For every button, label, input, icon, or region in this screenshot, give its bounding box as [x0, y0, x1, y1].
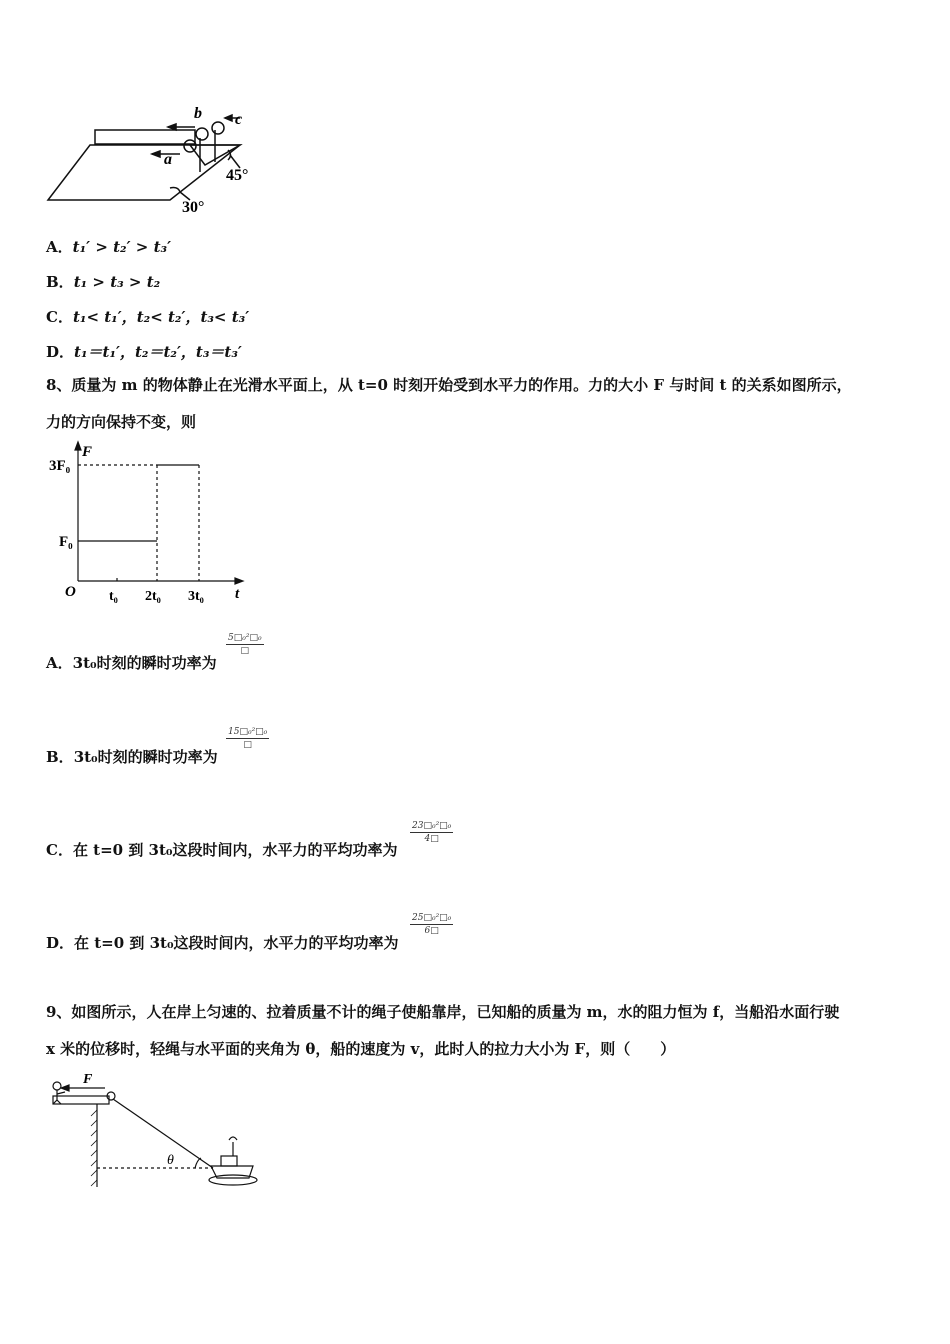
shore-platform: [53, 1096, 109, 1104]
q7-option-b[interactable]: B．t₁ > t₃ > t₂: [46, 273, 161, 291]
q9-stem-line1: 9、如图所示，人在岸上匀速的、拉着质量不计的绳子使船靠岸，已知船的质量为 m，水的阻力恒为 f，当船沿水面行驶: [46, 1003, 840, 1021]
boat-figure: [45, 1070, 275, 1192]
tick-3t0: 3t₀: [188, 589, 204, 604]
q8-option-a[interactable]: A．3t₀时刻的瞬时功率为: [46, 654, 217, 672]
q7-option-a[interactable]: A．t₁′ > t₂′ > t₃′: [46, 238, 172, 256]
tick-2t0: 2t₀: [145, 589, 161, 604]
tick-3f0: 3F₀: [49, 458, 71, 474]
tick-t0: t₀: [109, 589, 118, 604]
y-axis-label: F: [82, 444, 93, 460]
angle-45: 45°: [226, 167, 249, 184]
q8-option-b[interactable]: B．3t₀时刻的瞬时功率为: [46, 748, 218, 766]
q9-stem-line2: x 米的位移时，轻绳与水平面的夹角为 θ，船的速度为 v，此时人的拉力大小为 F，则（ ）: [46, 1040, 676, 1058]
force-time-graph: [45, 438, 255, 610]
q8-option-b-fraction: 15□₀²□₀ □: [228, 727, 268, 750]
person-head: [53, 1082, 61, 1090]
q8-stem-line2: 力的方向保持不变，则: [46, 413, 197, 431]
x-axis-label: t: [235, 586, 240, 602]
q8-option-d[interactable]: D．在 t=0 到 3t₀这段时间内，水平力的平均功率为: [46, 934, 399, 952]
q8-option-d-fraction: 25□₀²□₀ 6□: [412, 913, 452, 936]
label-b: b: [194, 105, 202, 122]
q7-option-d[interactable]: D．t₁＝t₁′，t₂＝t₂′，t₃＝t₃′: [46, 343, 242, 361]
top-shelf: [95, 130, 195, 144]
tick-f0: F₀: [59, 534, 73, 550]
label-a: a: [164, 151, 172, 168]
angle-label: θ: [167, 1153, 174, 1168]
rope: [113, 1099, 213, 1168]
q7-option-c[interactable]: C．t₁< t₁′，t₂< t₂′，t₃< t₃′: [46, 308, 250, 326]
force-label: F: [83, 1072, 93, 1087]
incline-figure: [40, 100, 280, 220]
origin-label: O: [65, 584, 76, 600]
angle-30: 30°: [182, 199, 205, 216]
label-c: c: [235, 111, 243, 128]
q8-stem-line1: 8、质量为 m 的物体静止在光滑水平面上，从 t=0 时刻开始受到水平力的作用。力的大小 F 与时间 t 的关系如图所示，: [46, 376, 852, 394]
block-body: [48, 145, 240, 200]
ball-c: [212, 122, 224, 134]
q8-option-c-fraction: 23□₀²□₀ 4□: [412, 821, 452, 844]
q8-option-c[interactable]: C．在 t=0 到 3t₀这段时间内，水平力的平均功率为: [46, 841, 398, 859]
ball-b: [196, 128, 208, 140]
q8-option-a-fraction: 5□₀²□₀ □: [228, 633, 262, 656]
